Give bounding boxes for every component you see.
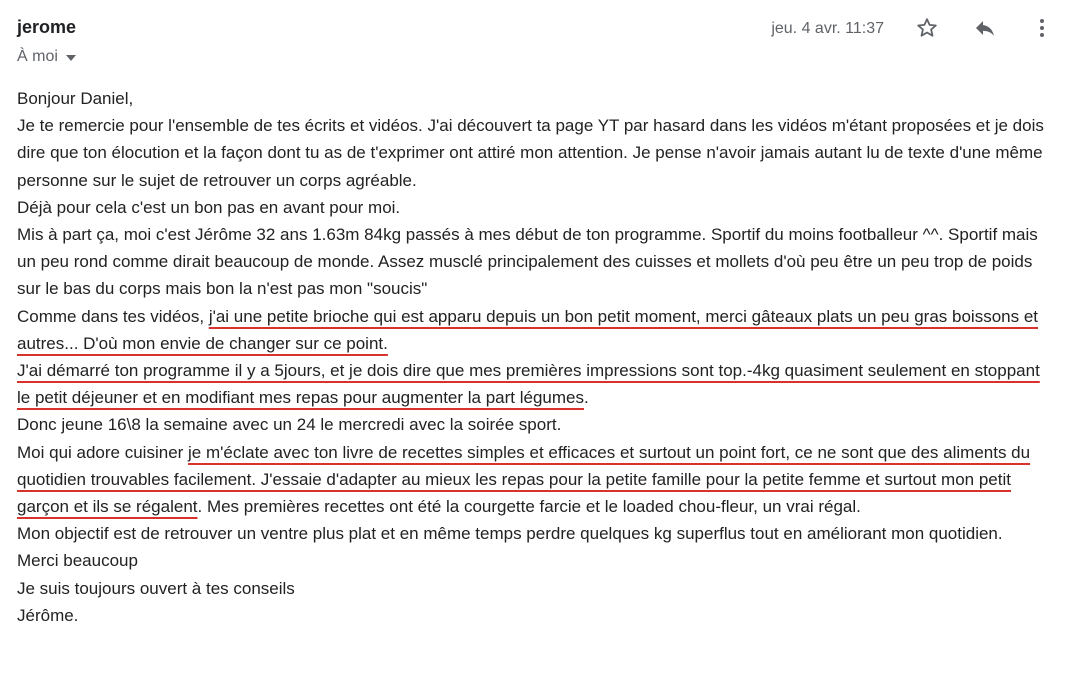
greeting: Bonjour Daniel,	[17, 89, 134, 108]
highlighted-text: J'ai démarré ton programme il y a 5jours, et je dois dire que mes premières impressions sont top.-4kg quasiment seulement en stoppant le petit déjeuner et en modifiant mes repas pour augmenter la part légumes	[17, 361, 1040, 408]
paragraph-text: .	[584, 388, 589, 408]
more-options-button[interactable]	[1027, 13, 1057, 43]
paragraph-results	[17, 357, 1057, 411]
chevron-down-icon[interactable]	[66, 55, 76, 61]
paragraph-text: . Mes premières recettes ont été la courgette farcie et le loaded chou-fleur, un vrai régal.	[197, 497, 861, 517]
message-body	[17, 85, 1057, 629]
reply-button[interactable]	[970, 13, 1000, 43]
paragraph-first-step: Déjà pour cela c'est un bon pas en avant pour moi.	[17, 197, 401, 217]
paragraph-cooking	[17, 439, 1057, 521]
recipient-label: À moi	[17, 48, 58, 65]
recipient-details-toggle[interactable]	[17, 47, 76, 67]
paragraph-brioche	[17, 303, 1057, 357]
reply-icon	[973, 16, 997, 40]
message-date: jeu. 4 avr. 11:37	[771, 20, 884, 37]
paragraph-text: Comme dans tes vidéos,	[17, 306, 209, 326]
paragraph-fasting: Donc jeune 16\8 la semaine avec un 24 le mercredi avec la soirée sport.	[17, 415, 562, 435]
paragraph-text: Moi qui adore cuisiner	[17, 442, 189, 462]
signature: Jérôme.	[17, 605, 79, 625]
paragraph-thanks: Je te remercie pour l'ensemble de tes écrits et vidéos. J'ai découvert ta page YT par hasard dans les vidéos m'étant proposées et je dois dire que ton élocution et la façon dont tu as de t'exprimer ont attiré mon attention. Je pense n'avoir jamais autant lu de texte d'une même personne sur le sujet de retrouver un corps agréable.	[17, 116, 1044, 190]
closing-thanks: Merci beaucoup	[17, 551, 138, 571]
star-icon	[915, 16, 939, 40]
closing-open: Je suis toujours ouvert à tes conseils	[17, 578, 295, 598]
star-button[interactable]	[912, 13, 942, 43]
email-header	[0, 0, 1080, 80]
highlighted-text: je m'éclate avec ton livre de recettes simples et efficaces et surtout un point fort, ce ne sont que des aliments du quotidien trouvables facilement. J'essaie d'adapter au mieux les repas pour la petite famille pour la petite femme et surtout mon petit garçon et ils se régalent	[17, 442, 1031, 517]
sender-name[interactable]: jerome	[17, 17, 77, 37]
highlighted-text: j'ai une petite brioche qui est apparu depuis un bon petit moment, merci gâteaux plats un peu gras boissons et autres... D'où mon envie de changer sur ce point.	[17, 306, 1039, 353]
more-vert-icon	[1030, 16, 1054, 40]
paragraph-intro: Mis à part ça, moi c'est Jérôme 32 ans 1.63m 84kg passés à mes début de ton programme. Sportif du moins footballeur ^^. Sportif mais un peu rond comme dirait beaucoup de monde. Assez musclé principalement des cuisses et mollets d'où peu être un peu trop de poids sur le bas du corps mais bon la n'est pas mon "soucis"	[17, 225, 1038, 299]
paragraph-goal: Mon objectif est de retrouver un ventre plus plat et en même temps perdre quelques kg superflus tout en améliorant mon quotidien.	[17, 524, 1003, 544]
